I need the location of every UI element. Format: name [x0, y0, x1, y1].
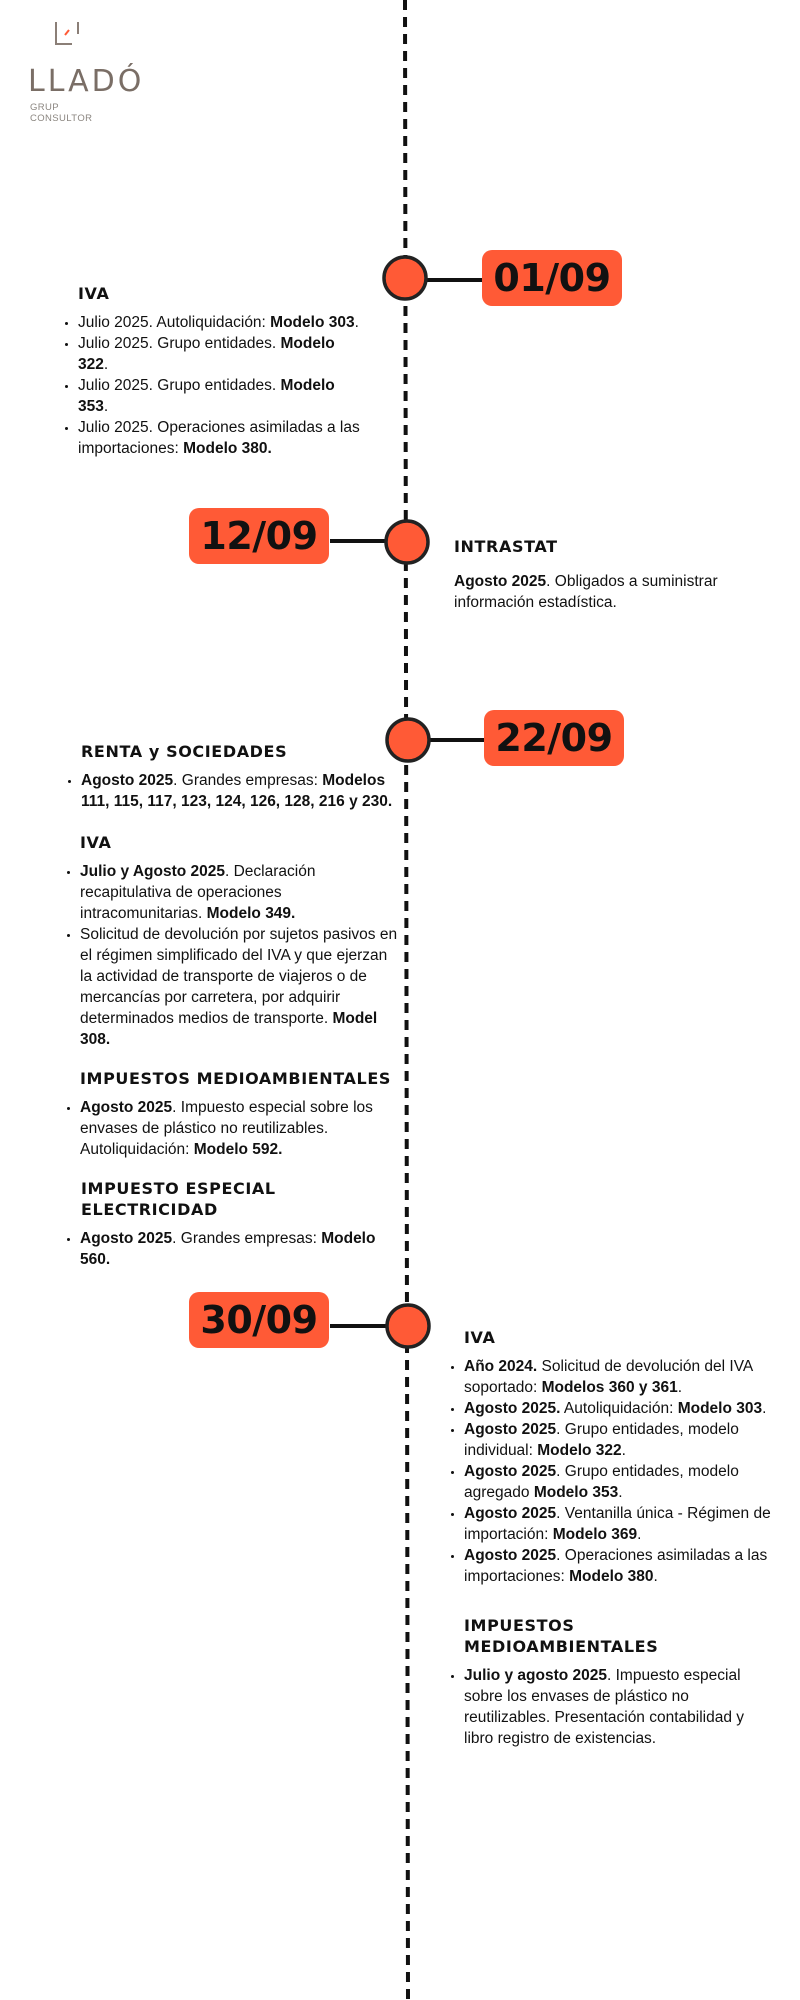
list-item: • Agosto 2025. Autoliquidación: Modelo 303.: [464, 1398, 771, 1419]
paragraph: Agosto 2025. Obligados a suministrar información estadística.: [454, 573, 718, 611]
bold-text: Agosto 2025: [454, 573, 547, 590]
bold-text: Modelos 111, 115, 117, 123, 124, 126, 128, 216 y 230.: [81, 772, 393, 810]
date-pill: 12/09: [189, 508, 329, 564]
list-item: • Agosto 2025. Ventanilla única - Régimen de importación: Modelo 369.: [464, 1503, 771, 1545]
bold-text: Agosto 2025: [464, 1505, 557, 1522]
bullet-list: [62, 861, 402, 1050]
date-pill: 30/09: [189, 1292, 329, 1348]
event-2209: [62, 741, 402, 1270]
bold-text: Agosto 2025: [81, 772, 174, 789]
bullet-list: [62, 770, 402, 812]
list-item: • Julio 2025. Grupo entidades. Modelo 322.: [78, 333, 360, 375]
event-3009: [446, 1327, 771, 1749]
logo-name: LLADÓ: [28, 64, 145, 99]
list-item: • Solicitud de devolución por sujetos pasivos en el régimen simplificado del IVA y que ejerzan la actividad de transporte de viajeros o de mercancías por carretera, por adquirir determinados medios de transporte. Model 308.: [80, 924, 402, 1050]
bold-text: Modelo 369: [552, 1526, 638, 1543]
date-pill: 22/09: [484, 710, 624, 766]
bold-text: Modelo 303: [270, 314, 355, 331]
bold-text: Modelo 560.: [80, 1230, 376, 1268]
event-0109: [60, 283, 360, 459]
list-item: • Julio 2025. Grupo entidades. Modelo 353.: [78, 375, 360, 417]
bullet-list: [60, 312, 360, 459]
bold-text: Modelo 592.: [193, 1141, 283, 1158]
date-pill: 01/09: [482, 250, 622, 306]
logo-mark-icon: [54, 20, 80, 46]
bold-text: Modelo 349.: [206, 905, 296, 922]
timeline-node: [387, 1305, 429, 1347]
bold-text: Agosto 2025.: [464, 1400, 561, 1417]
bold-text: Modelo 353: [533, 1484, 619, 1501]
list-item: • Agosto 2025. Operaciones asimiladas a las importaciones: Modelo 380.: [464, 1545, 771, 1587]
list-item: • Agosto 2025. Grupo entidades, modelo individual: Modelo 322.: [464, 1419, 771, 1461]
section-heading: INTRASTAT: [454, 537, 558, 556]
bold-text: Model 308.: [80, 1010, 378, 1048]
bold-text: Julio y Agosto 2025: [80, 863, 225, 880]
logo-subtitle: GRUP CONSULTOR: [30, 102, 93, 124]
list-item: • Año 2024. Solicitud de devolución del IVA soportado: Modelos 360 y 361.: [464, 1356, 771, 1398]
bullet-list: [62, 1097, 402, 1160]
section-heading: IMPUESTO ESPECIAL ELECTRICIDAD: [81, 1179, 276, 1219]
bullet-list: [62, 1228, 402, 1270]
timeline-dashed-line: [405, 0, 408, 2000]
list-item: • Julio y Agosto 2025. Declaración recapitulativa de operaciones intracomunitarias. Modelo 349.: [80, 861, 402, 924]
section-heading: IVA: [80, 833, 112, 852]
bold-text: Modelo 303: [677, 1400, 763, 1417]
list-item: • Julio 2025. Operaciones asimiladas a las importaciones: Modelo 380.: [78, 417, 360, 459]
bold-text: Modelo 380.: [183, 440, 272, 457]
bold-text: Agosto 2025: [464, 1547, 557, 1564]
timeline-node: [384, 257, 426, 299]
section-heading: IVA: [78, 284, 110, 303]
bold-text: Modelo 322: [78, 335, 335, 373]
section-heading: RENTA y SOCIEDADES: [81, 742, 288, 761]
list-item: • Agosto 2025. Impuesto especial sobre los envases de plástico no reutilizables. Autoliquidación: Modelo 592.: [80, 1097, 402, 1160]
bold-text: Modelo 353: [78, 377, 335, 415]
section-heading: IMPUESTOS MEDIOAMBIENTALES: [80, 1069, 391, 1088]
bold-text: Agosto 2025: [464, 1463, 557, 1480]
bullet-list: [446, 1356, 771, 1587]
list-item: • Julio y agosto 2025. Impuesto especial sobre los envases de plástico no reutilizables. Presentación contabilidad y libro registro de existencias.: [464, 1665, 771, 1749]
bold-text: Agosto 2025: [464, 1421, 557, 1438]
timeline-node: [386, 521, 428, 563]
bold-text: Julio y agosto 2025: [464, 1667, 607, 1684]
bold-text: Modelos 360 y 361: [541, 1379, 678, 1396]
company-logo: [22, 16, 145, 124]
bullet-list: [446, 1665, 771, 1749]
bold-text: Agosto 2025: [80, 1099, 173, 1116]
list-item: • Julio 2025. Autoliquidación: Modelo 303.: [78, 312, 360, 333]
list-item: • Agosto 2025. Grupo entidades, modelo agregado Modelo 353.: [464, 1461, 771, 1503]
bold-text: Modelo 380: [569, 1568, 654, 1585]
bold-text: Modelo 322: [537, 1442, 622, 1459]
section-heading: IVA: [464, 1328, 496, 1347]
list-item: • Agosto 2025. Grandes empresas: Modelos 111, 115, 117, 123, 124, 126, 128, 216 y 230.: [81, 770, 402, 812]
list-item: • Agosto 2025. Grandes empresas: Modelo 560.: [80, 1228, 402, 1270]
bold-text: Agosto 2025: [80, 1230, 173, 1247]
section-heading: IMPUESTOS MEDIOAMBIENTALES: [464, 1616, 659, 1656]
bold-text: Año 2024.: [464, 1358, 538, 1375]
event-1209: [454, 536, 754, 613]
